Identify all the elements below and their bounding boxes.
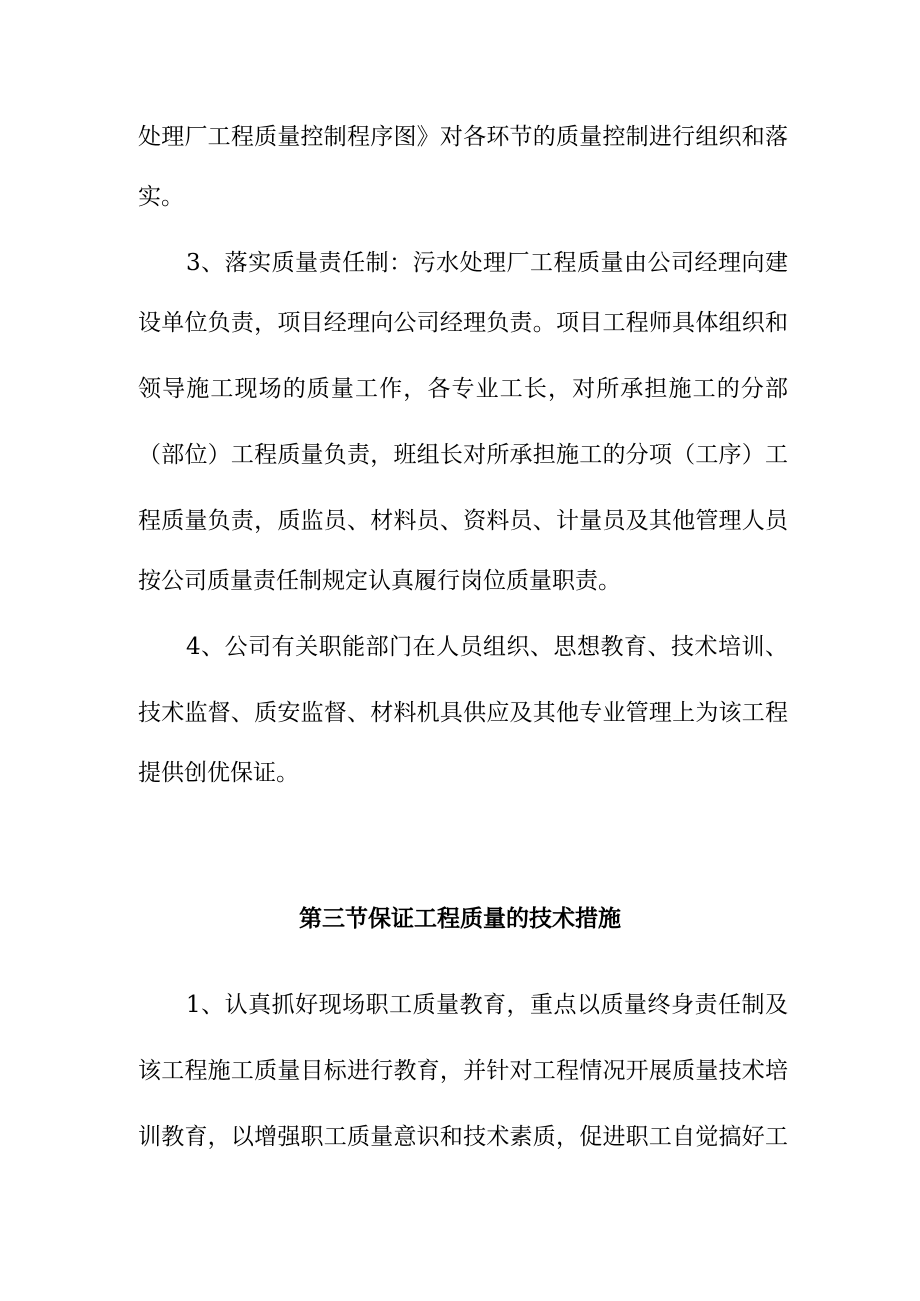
paragraph-line: （部位）工程质量负责，班组长对所承担施工的分项（工序）工 xyxy=(138,442,788,468)
paragraph-line: 训教育，以增强职工质量意识和技术素质，促进职工自觉搞好工 xyxy=(138,1124,788,1150)
paragraph-line: 处理厂工程质量控制程序图》对各环节的质量控制进行组织和落 xyxy=(138,124,788,150)
paragraph-line: 提供创优保证。 xyxy=(138,760,299,786)
paragraph-line: 实。 xyxy=(138,184,184,210)
paragraph-line: 1、认真抓好现场职工质量教育，重点以质量终身责任制及 xyxy=(186,992,788,1018)
paragraph-line: 4、公司有关职能部门在人员组织、思想教育、技术培训、 xyxy=(186,634,788,660)
paragraph-line: 按公司质量责任制规定认真履行岗位质量职责。 xyxy=(138,568,621,594)
paragraph-line: 技术监督、质安监督、材料机具供应及其他专业管理上为该工程 xyxy=(138,700,788,726)
paragraph-line: 程质量负责，质监员、材料员、资料员、计量员及其他管理人员 xyxy=(138,508,788,534)
paragraph-line: 领导施工现场的质量工作，各专业工长，对所承担施工的分部 xyxy=(138,376,788,402)
paragraph-line: 设单位负责，项目经理向公司经理负责。项目工程师具体组织和 xyxy=(138,310,788,336)
paragraph-line: 该工程施工质量目标进行教育，并针对工程情况开展质量技术培 xyxy=(138,1058,788,1084)
paragraph-line: 3、落实质量责任制：污水处理厂工程质量由公司经理向建 xyxy=(186,250,788,276)
section-heading: 第三节保证工程质量的技术措施 xyxy=(299,906,621,932)
